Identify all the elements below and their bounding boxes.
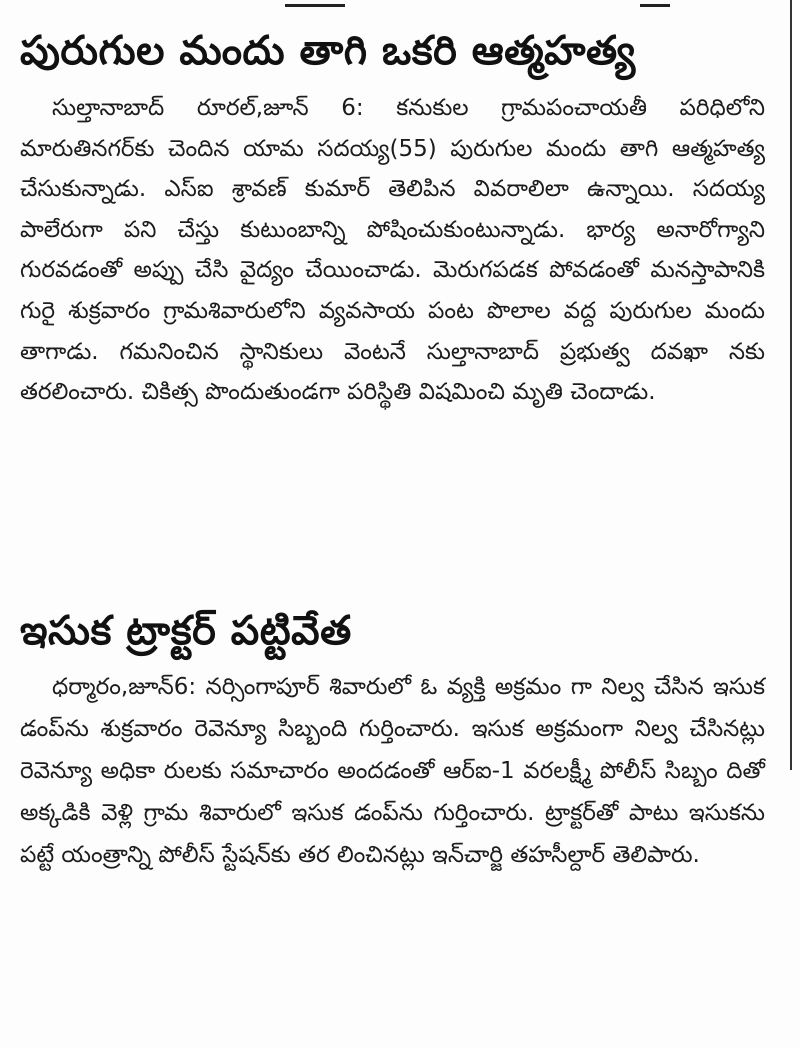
article-body bbox=[20, 666, 765, 876]
article-headline: పురుగుల మందు తాగి ఒకరి ఆత్మహత్య bbox=[20, 28, 636, 74]
cropped-text-fragment bbox=[285, 0, 345, 7]
article-body-text: కనుకుల గ్రామపంచాయతీ పరిధిలోని మారుతినగర్‌కు చెందిన యామ సదయ్య(55) పురుగుల మందు తాగి ఆత్మహత్య చేసుకున్నాడు. ఎస్ఐ శ్రావణ్ కుమార్ తెలిపిన వివరాలిలా ఉన్నాయి. సదయ్య పాలేరుగా పని చేస్తు కుటుంబాన్ని పోషించుకుంటున్నాడు. భార్య అనారోగ్యాని గురవడంతో అప్పు చేసి వైద్యం చేయించాడు. మెరుగపడక పోవడంతో మనస్తాపానికి గురై శుక్రవారం గ్రామశివారులోని వ్యవసాయ పంట పొలాల వద్ద పురుగుల మందు తాగాడు. గమనించిన స్థానికులు వెంటనే సుల్తానాబాద్ ప్రభుత్వ దవఖా నకు తరలించారు. చికిత్స పొందుతుండగా పరిస్థితి విషమించి మృతి చెందాడు. bbox=[20, 95, 765, 406]
article-body bbox=[20, 88, 765, 413]
article-dateline: సుల్తానాబాద్ రూరల్,జూన్ 6: bbox=[52, 95, 364, 121]
article-sand-tractor bbox=[20, 602, 765, 876]
cropped-previous-text bbox=[0, 0, 800, 14]
article-headline: ఇసుక ట్రాక్టర్ పట్టివేత bbox=[20, 608, 352, 654]
article-body-text: నర్సింగాపూర్ శివారులో ఓ వ్యక్తి అక్రమం గా నిల్వ చేసిన ఇసుక డంప్‌ను శుక్రవారం రెవెన్యూ సిబ్బంది గుర్తించారు. ఇసుక అక్రమంగా నిల్వ చేసినట్లు రెవెన్యూ అధికా రులకు సమాచారం అందడంతో ఆర్ఐ-1 వరలక్ష్మీ పోలీస్ సిబ్బం దితో అక్కడికి వెళ్లి గ్రామ శివారులో ఇసుక డంప్‌ను గుర్తించారు. ట్రాక్టర్‌తో పాటు ఇసుకను పట్టే యంత్రాన్ని పోలీస్ స్టేషన్‌కు తర లించినట్లు ఇన్‌చార్జి తహసీల్దార్ తెలిపారు. bbox=[20, 674, 765, 868]
article-dateline: ధర్మారం,జూన్6: bbox=[52, 674, 197, 700]
article-suicide bbox=[20, 22, 765, 413]
column-divider bbox=[790, 0, 792, 770]
cropped-text-fragment bbox=[640, 0, 670, 7]
